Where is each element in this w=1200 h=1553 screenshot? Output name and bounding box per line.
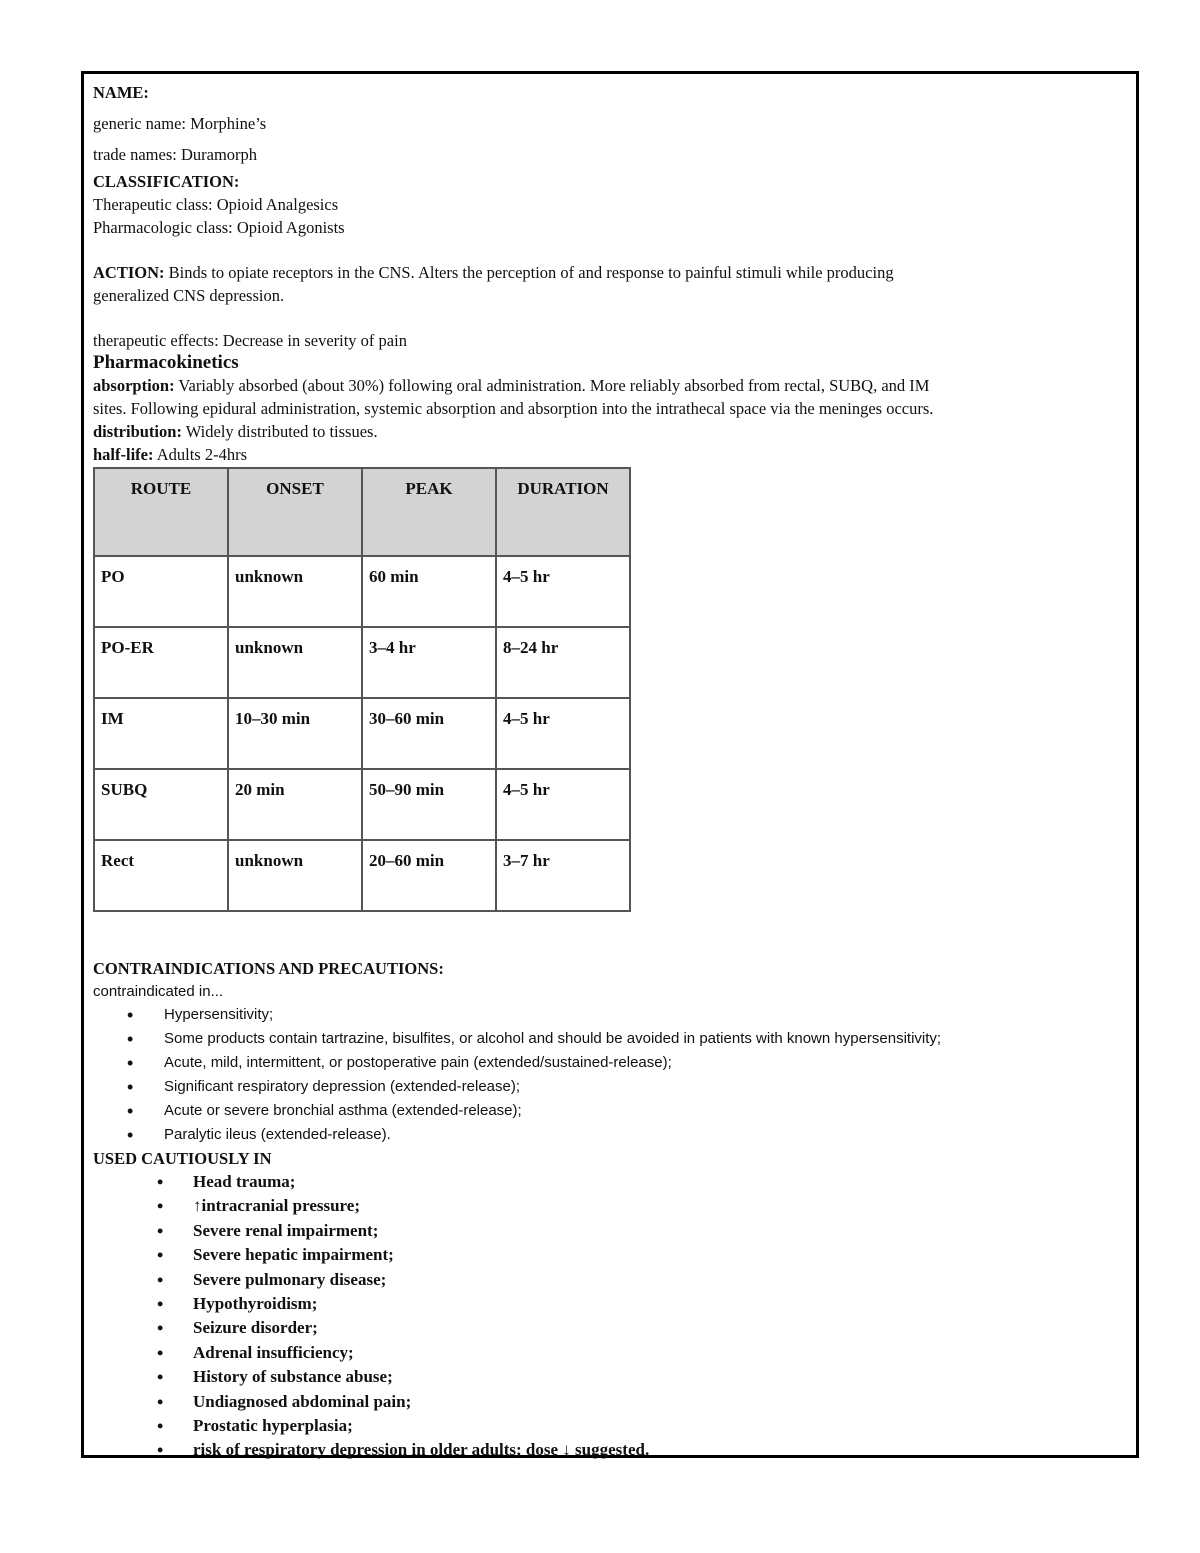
cell-onset: unknown [228,840,362,911]
list-item: • ↑intracranial pressure; [93,1194,1123,1218]
cell-route: SUBQ [94,769,228,840]
cell-duration: 4–5 hr [496,556,630,627]
cell-peak: 3–4 hr [362,627,496,698]
list-item: • Prostatic hyperplasia; [93,1414,1123,1438]
list-item: • Severe renal impairment; [93,1219,1123,1243]
cell-route: PO-ER [94,627,228,698]
pharmacologic-class: Pharmacologic class: Opioid Agonists [93,218,345,237]
cell-onset: 10–30 min [228,698,362,769]
pharmacokinetics-table [93,467,631,912]
table-row [94,840,630,911]
cell-duration: 3–7 hr [496,840,630,911]
cell-peak: 50–90 min [362,769,496,840]
cell-route: Rect [94,840,228,911]
contraindications-heading: CONTRAINDICATIONS AND PRECAUTIONS: [93,959,444,978]
classification-heading: CLASSIFICATION: [93,172,240,191]
action-paragraph [93,261,1123,284]
list-item: • Head trauma; [93,1170,1123,1194]
drug-card [93,78,1123,1463]
action-label: ACTION: [93,263,165,282]
contraindicated-intro: contraindicated in... [93,983,224,1000]
pharmacokinetics-heading: Pharmacokinetics [93,352,239,373]
spacer [93,239,1123,261]
therapeutic-effects: therapeutic effects: Decrease in severity of pain [93,331,407,350]
header-peak: PEAK [362,468,496,556]
action-text-1: Binds to opiate receptors in the CNS. Alters the perception of and response to painful stimuli while producing [164,263,894,282]
distribution-label: distribution: [93,422,182,441]
cell-duration: 4–5 hr [496,698,630,769]
cell-onset: unknown [228,627,362,698]
cautions-list [93,1170,1123,1463]
cell-route: IM [94,698,228,769]
therapeutic-class: Therapeutic class: Opioid Analgesics [93,195,339,214]
distribution-text: Widely distributed to tissues. [181,422,378,441]
spacer [93,912,1123,957]
list-item: • Hypothyroidism; [93,1292,1123,1316]
absorption-paragraph [93,374,1123,397]
halflife-label: half-life: [93,445,154,464]
halflife-paragraph [93,443,1123,466]
list-item: • Severe pulmonary disease; [93,1268,1123,1292]
cell-onset: 20 min [228,769,362,840]
list-item: • Acute or severe bronchial asthma (extended-release); [93,1099,1123,1123]
cell-duration: 4–5 hr [496,769,630,840]
absorption-text-1: Variably absorbed (about 30%) following oral administration. More reliably absorbed from rectal, SUBQ, and IM [174,376,930,395]
cell-peak: 20–60 min [362,840,496,911]
cell-peak: 30–60 min [362,698,496,769]
cell-duration: 8–24 hr [496,627,630,698]
halflife-text: Adults 2-4hrs [153,445,247,464]
list-item: • Significant respiratory depression (extended-release); [93,1075,1123,1099]
absorption-label: absorption: [93,376,175,395]
table-row [94,698,630,769]
list-item: • History of substance abuse; [93,1365,1123,1389]
absorption-text-2: sites. Following epidural administration, systemic absorption and absorption into the intrathecal space via the meninges occurs. [93,399,934,418]
list-item: • risk of respiratory depression in older adults; dose ↓ suggested. [93,1438,1123,1462]
name-heading: NAME: [93,83,149,102]
spacer [93,307,1123,329]
cell-onset: unknown [228,556,362,627]
list-item: • Adrenal insufficiency; [93,1341,1123,1365]
header-duration: DURATION [496,468,630,556]
trade-names: trade names: Duramorph [93,145,258,164]
table-row [94,556,630,627]
action-text-2: generalized CNS depression. [93,286,285,305]
header-onset: ONSET [228,468,362,556]
contraindications-list [93,1003,1123,1147]
list-item: • Undiagnosed abdominal pain; [93,1390,1123,1414]
list-item: • Severe hepatic impairment; [93,1243,1123,1267]
table-header-row [94,468,630,556]
list-item: • Acute, mild, intermittent, or postoperative pain (extended/sustained-release); [93,1051,1123,1075]
generic-name: generic name: Morphine’s [93,114,267,133]
table-row [94,627,630,698]
table-row [94,769,630,840]
header-route: ROUTE [94,468,228,556]
list-item: • Hypersensitivity; [93,1003,1123,1027]
list-item: • Some products contain tartrazine, bisulfites, or alcohol and should be avoided in patients with known hypersensitivity; [93,1027,1123,1051]
cautions-heading: USED CAUTIOUSLY IN [93,1149,272,1168]
list-item: • Seizure disorder; [93,1316,1123,1340]
cell-peak: 60 min [362,556,496,627]
cell-route: PO [94,556,228,627]
list-item: • Paralytic ileus (extended-release). [93,1123,1123,1147]
distribution-paragraph [93,420,1123,443]
